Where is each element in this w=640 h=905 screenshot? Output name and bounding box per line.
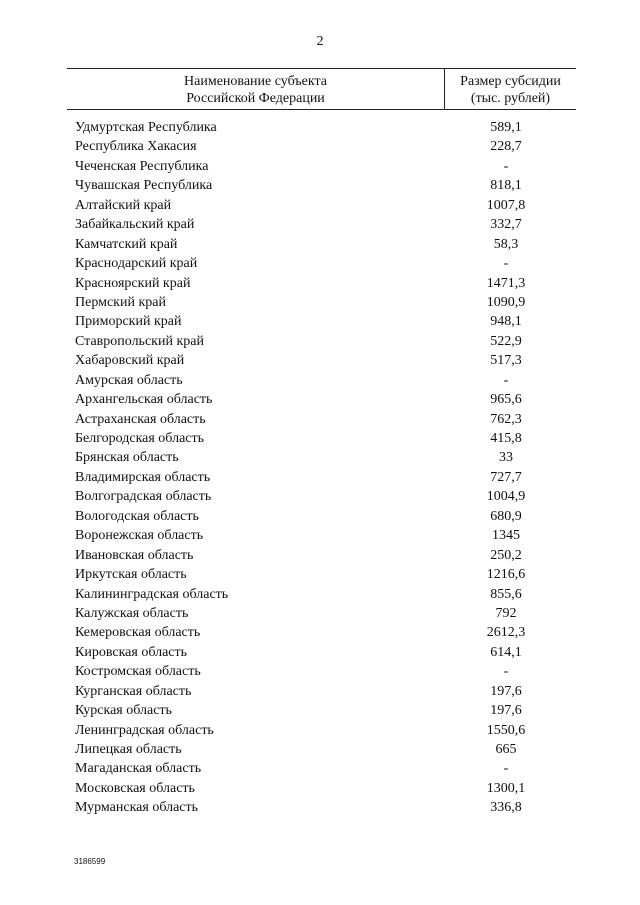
region-name: Ивановская область (75, 547, 194, 563)
region-name: Костромская область (75, 664, 201, 680)
subsidy-amount: 197,6 (490, 683, 522, 699)
table-row (75, 507, 576, 526)
column-header-region-line1: Наименование субъекта (184, 74, 327, 89)
region-name: Забайкальский край (75, 217, 195, 233)
subsidy-amount: 1300,1 (486, 780, 526, 796)
region-name: Курская область (75, 703, 172, 719)
page-number: 2 (316, 34, 324, 49)
table-row (75, 293, 576, 312)
subsidy-amount: 665 (495, 742, 517, 757)
subsidy-amount: 1004,9 (486, 489, 526, 505)
subsidy-amount: 228,7 (490, 139, 522, 155)
region-name: Магаданская область (75, 761, 202, 777)
region-name: Пермский край (75, 294, 166, 310)
table-row (75, 274, 576, 293)
region-name: Красноярский край (75, 275, 191, 291)
region-name: Мурманская область (75, 800, 199, 816)
region-name: Иркутская область (75, 567, 187, 583)
subsidy-amount: 614,1 (490, 644, 522, 660)
subsidy-amount: - (503, 256, 509, 272)
subsidy-amount: 58,3 (493, 236, 519, 252)
subsidy-amount: 250,2 (490, 547, 522, 563)
table-row (75, 176, 576, 195)
table-row (75, 448, 576, 467)
table-body (75, 118, 576, 818)
region-name: Алтайский край (75, 197, 172, 213)
subsidy-amount: 792 (495, 605, 517, 621)
table-row (75, 351, 576, 370)
region-name: Хабаровский край (75, 353, 185, 369)
subsidy-amount: 727,7 (490, 469, 522, 485)
subsidy-amount: 197,6 (490, 703, 522, 719)
table-row (75, 682, 576, 701)
region-name: Калининградская область (75, 586, 229, 602)
table-header (67, 68, 576, 110)
subsidy-amount: - (503, 664, 509, 680)
region-name: Кировская область (75, 644, 188, 660)
subsidy-amount: 855,6 (490, 586, 522, 602)
subsidy-amount: 1216,6 (486, 567, 526, 583)
subsidy-amount: - (503, 372, 509, 388)
region-name: Удмуртская Республика (75, 120, 217, 135)
column-header-region (67, 73, 444, 107)
region-name: Астраханская область (75, 411, 206, 427)
region-name: Брянская область (75, 450, 179, 466)
table-row (75, 721, 576, 740)
subsidy-amount: 680,9 (490, 508, 522, 524)
region-name: Липецкая область (75, 742, 182, 757)
table-row (75, 390, 576, 409)
subsidy-amount: 332,7 (490, 217, 522, 233)
table-row (75, 662, 576, 681)
column-header-subsidy-line2: (тыс. рублей) (470, 91, 551, 106)
subsidy-amount: 589,1 (490, 120, 522, 135)
table-row (75, 215, 576, 234)
subsidy-amount: 762,3 (490, 411, 522, 427)
region-name: Чеченская Республика (75, 158, 209, 174)
region-name: Краснодарский край (75, 256, 198, 272)
table-row (75, 371, 576, 390)
table-row (75, 410, 576, 429)
subsidy-amount: - (503, 158, 509, 174)
subsidy-amount: 818,1 (490, 178, 522, 194)
table-row (75, 118, 576, 137)
table-row (75, 235, 576, 254)
region-name: Воронежская область (75, 528, 204, 544)
region-name: Ставропольский край (75, 333, 204, 349)
table-row (75, 604, 576, 623)
subsidy-amount: 1090,9 (486, 294, 526, 310)
region-name: Республика Хакасия (75, 139, 197, 155)
subsidy-amount: 1550,6 (486, 722, 526, 738)
subsidy-amount: 965,6 (490, 392, 522, 408)
region-name: Приморский край (75, 314, 182, 330)
column-header-subsidy-line1: Размер субсидии (460, 74, 561, 89)
table-row (75, 468, 576, 487)
subsidy-amount: 1471,3 (486, 275, 526, 291)
table-row (75, 701, 576, 720)
table-row (75, 137, 576, 156)
table-row (75, 157, 576, 176)
table-row (75, 798, 576, 817)
table-row (75, 196, 576, 215)
table-row (75, 429, 576, 448)
table-row (75, 546, 576, 565)
region-name: Архангельская область (75, 392, 213, 408)
table-row (75, 332, 576, 351)
table-row (75, 643, 576, 662)
region-name: Кемеровская область (75, 625, 201, 641)
subsidy-amount: 1345 (492, 528, 520, 544)
table-row (75, 565, 576, 584)
region-name: Калужская область (75, 605, 189, 621)
column-header-subsidy (445, 73, 576, 107)
table-row (75, 487, 576, 506)
subsidy-amount: 415,8 (490, 431, 522, 446)
document-code: 3186599 (74, 857, 106, 866)
region-name: Ленинградская область (75, 722, 214, 738)
region-name: Белгородская область (75, 431, 205, 446)
table-row (75, 623, 576, 642)
table-row (75, 585, 576, 604)
subsidy-amount: 2612,3 (486, 625, 526, 641)
region-name: Владимирская область (75, 469, 211, 485)
subsidy-amount: 33 (499, 450, 513, 466)
subsidy-amount: - (503, 761, 509, 777)
subsidy-amount: 1007,8 (486, 197, 526, 213)
table-row (75, 254, 576, 273)
region-name: Волгоградская область (75, 489, 212, 505)
table-row (75, 526, 576, 545)
table-row (75, 759, 576, 778)
subsidy-amount: 522,9 (490, 333, 522, 349)
region-name: Московская область (75, 780, 195, 796)
region-name: Вологодская область (75, 508, 199, 524)
region-name: Чувашская Республика (75, 178, 213, 194)
table-row (75, 779, 576, 798)
column-header-region-line2: Российской Федерации (186, 91, 325, 106)
region-name: Курганская область (75, 683, 192, 699)
subsidy-amount: 517,3 (490, 353, 522, 369)
subsidy-amount: 948,1 (490, 314, 522, 330)
region-name: Амурская область (75, 372, 183, 388)
subsidy-amount: 336,8 (490, 800, 522, 816)
table-row (75, 312, 576, 331)
table-row (75, 740, 576, 759)
region-name: Камчатский край (75, 236, 178, 252)
